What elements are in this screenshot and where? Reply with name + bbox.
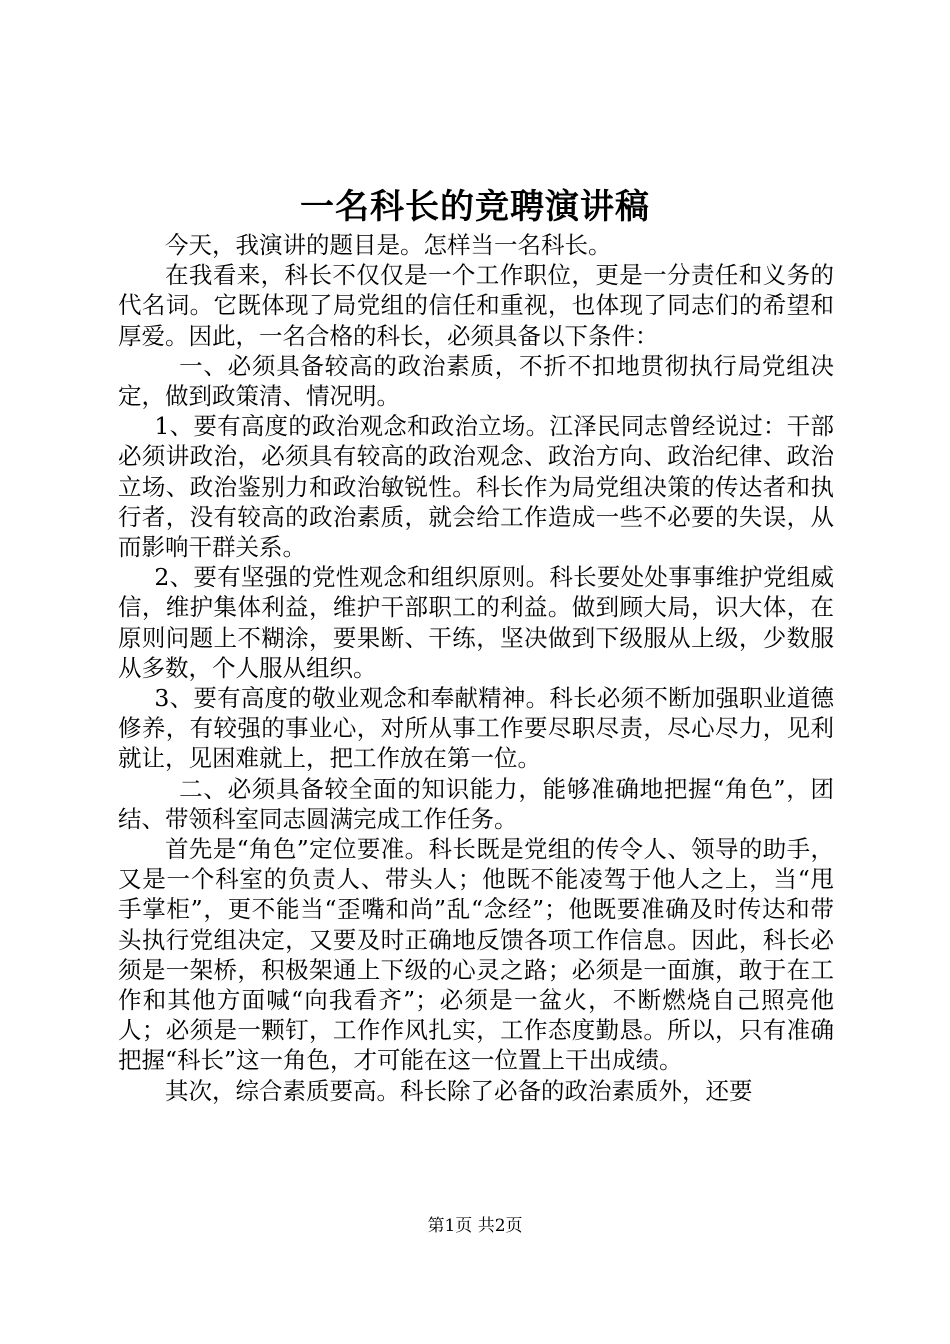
page-number-footer: 第1页 共2页 bbox=[427, 1216, 523, 1236]
paragraph-point-three: 3、要有高度的敬业观念和奉献精神。科长必须不断加强职业道德修养，有较强的事业心，对所从事工作要尽职尽责，尽心尽力，见利就让，见困难就上，把工作放在第一位。 bbox=[118, 684, 834, 773]
paragraph-section-one-heading: 一、必须具备较高的政治素质，不折不扣地贯彻执行局党组决定，做到政策清、情况明。 bbox=[118, 351, 834, 411]
paragraph-point-one: 1、要有高度的政治观念和政治立场。江泽民同志曾经说过：干部必须讲政治，必须具有较高的政治观念、政治方向、政治纪律、政治立场、政治鉴别力和政治敏锐性。科长作为局党组决策的传达者和执行者，没有较高的政治素质，就会给工作造成一些不必要的失误，从而影响干群关系。 bbox=[118, 412, 834, 562]
document-body bbox=[118, 230, 834, 1106]
document-title: 一名科长的竞聘演讲稿 bbox=[300, 187, 650, 227]
paragraph-role-definition: 在我看来，科长不仅仅是一个工作职位，更是一分责任和义务的代名词。它既体现了局党组的信任和重视，也体现了同志们的希望和厚爱。因此，一名合格的科长，必须具备以下条件： bbox=[118, 261, 834, 350]
paragraph-section-two-heading: 二、必须具备较全面的知识能力，能够准确地把握“角色”，团结、带领科室同志圆满完成工作任务。 bbox=[118, 774, 834, 833]
paragraph-point-two: 2、要有坚强的党性观念和组织原则。科长要处处事事维护党组威信，维护集体利益，维护干部职工的利益。做到顾大局，识大体，在原则问题上不糊涂，要果断、干练，坚决做到下级服从上级，少数服从多数，个人服从组织。 bbox=[118, 563, 834, 682]
paragraph-intro: 今天，我演讲的题目是。怎样当一名科长。 bbox=[165, 231, 612, 259]
paragraph-overall-quality: 其次，综合素质要高。科长除了必备的政治素质外，还要 bbox=[165, 1076, 753, 1105]
paragraph-role-positioning: 首先是“角色”定位要准。科长既是党组的传令人、领导的助手，又是一个科室的负责人、带头人；他既不能凌驾于他人之上，当“甩手掌柜”，更不能当“歪嘴和尚”乱“念经”；他既要准确及时传达和带头执行党组决定，又要及时正确地反馈各项工作信息。因此，科长必须是一架桥，积极架通上下级的心灵之路；必须是一面旗，敢于在工作和其他方面喊“向我看齐”；必须是一盆火，不断燃烧自己照亮他人；必须是一颗钉，工作作风扎实，工作态度勤恳。所以，只有准确把握“科长”这一角色，才可能在这一位置上干出成绩。 bbox=[118, 835, 834, 1075]
